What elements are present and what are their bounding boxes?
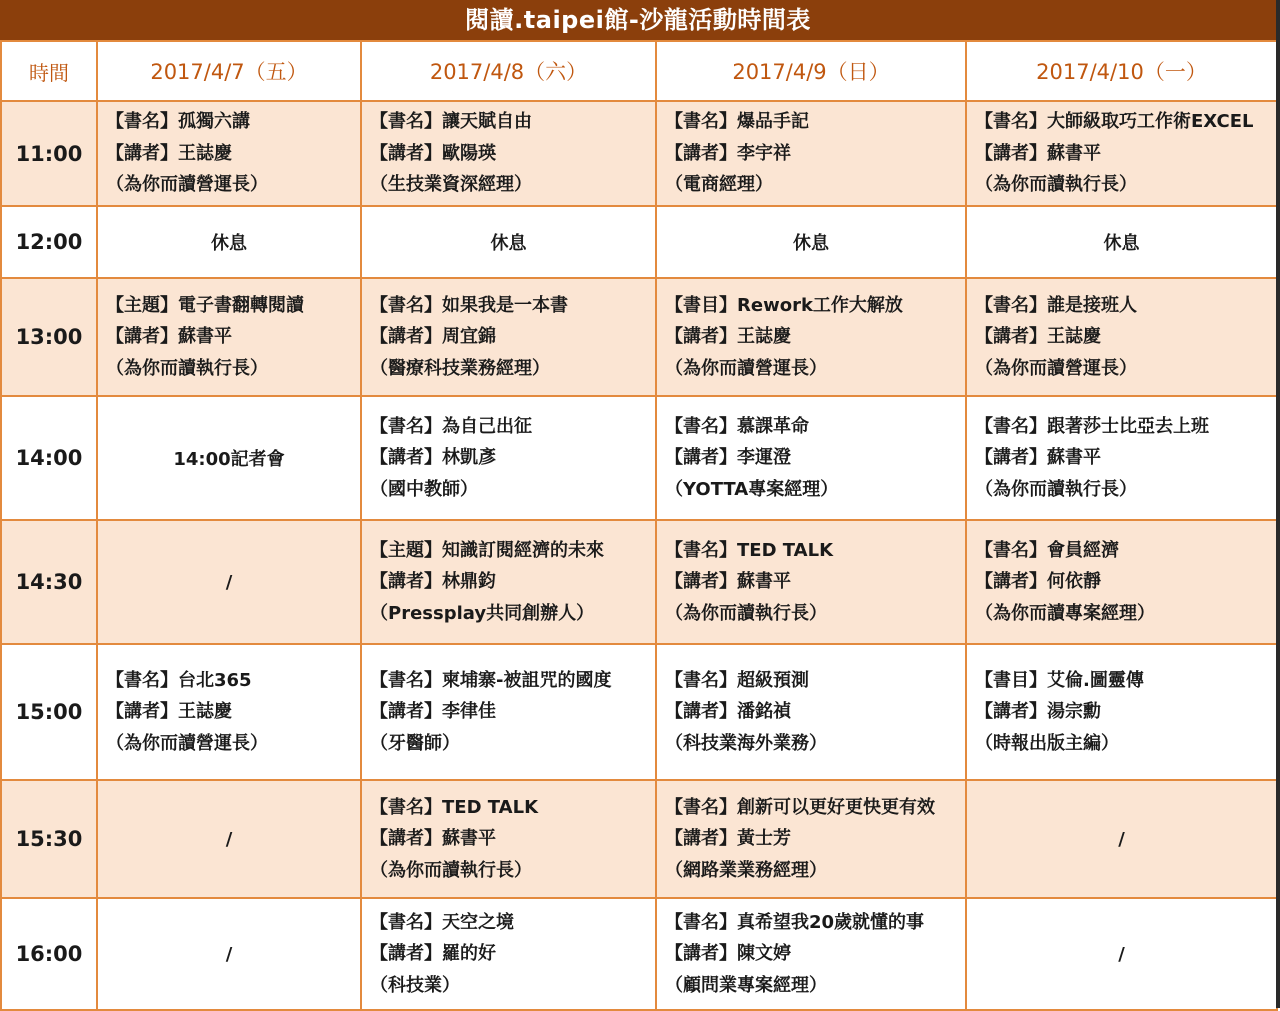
- speaker-role: （為你而讀執行長）: [665, 602, 827, 624]
- speaker-role: （國中教師）: [370, 478, 478, 500]
- session-cell: [656, 780, 966, 898]
- header-row: [1, 41, 1277, 101]
- right-edge-divider: [1276, 0, 1280, 1008]
- session-title: 【書名】為自己出征: [370, 415, 532, 437]
- session-speaker: 【講者】蘇書平: [106, 326, 232, 348]
- day-header-3: 2017/4/9（日）: [656, 41, 966, 101]
- speaker-role: （電商經理）: [665, 174, 773, 196]
- session-title: 【書名】超級預測: [665, 669, 809, 691]
- speaker-role: （顧問業專案經理）: [665, 974, 827, 996]
- session-speaker: 【講者】王誌慶: [106, 701, 232, 723]
- schedule-body: [1, 101, 1277, 1010]
- time-slot: 15:00: [1, 644, 97, 780]
- session-speaker: 【講者】潘銘禎: [665, 701, 791, 723]
- speaker-role: （為你而讀執行長）: [975, 478, 1137, 500]
- speaker-role: （科技業）: [370, 974, 460, 996]
- session-cell: [361, 780, 656, 898]
- session-speaker: 【講者】王誌慶: [975, 326, 1101, 348]
- session-cell: [656, 278, 966, 396]
- session-speaker: 【講者】林凱彥: [370, 447, 496, 469]
- session-speaker: 【講者】羅的好: [370, 943, 496, 965]
- session-speaker: 【講者】李宇祥: [665, 142, 791, 164]
- session-title: 【主題】電子書翻轉閱讀: [106, 294, 304, 316]
- session-cell: [656, 898, 966, 1010]
- session-title: 【書名】如果我是一本書: [370, 294, 568, 316]
- speaker-role: （醫療科技業務經理）: [370, 357, 550, 379]
- slot-note: 休息: [361, 206, 656, 278]
- slot-note: 休息: [966, 206, 1277, 278]
- session-title: 【書名】TED TALK: [370, 796, 539, 818]
- session-title: 【書名】台北365: [106, 669, 252, 691]
- session-title: 【書名】讓天賦自由: [370, 111, 532, 133]
- session-speaker: 【講者】王誌慶: [106, 142, 232, 164]
- page-title: 閱讀.taipei館-沙龍活動時間表: [0, 0, 1276, 40]
- session-speaker: 【講者】湯宗勳: [975, 701, 1101, 723]
- slot-note: /: [97, 780, 361, 898]
- session-speaker: 【講者】王誌慶: [665, 326, 791, 348]
- schedule-row: [1, 206, 1277, 278]
- time-slot: 12:00: [1, 206, 97, 278]
- session-cell: [361, 898, 656, 1010]
- speaker-role: （生技業資深經理）: [370, 174, 532, 196]
- session-speaker: 【講者】林鼎鈞: [370, 571, 496, 593]
- session-title: 【書名】柬埔寨-被詛咒的國度: [370, 669, 612, 691]
- session-cell: [656, 396, 966, 520]
- session-cell: [656, 520, 966, 644]
- session-speaker: 【講者】蘇書平: [975, 142, 1101, 164]
- session-cell: [966, 101, 1277, 206]
- schedule-row: [1, 520, 1277, 644]
- session-speaker: 【講者】周宜錦: [370, 326, 496, 348]
- time-slot: 16:00: [1, 898, 97, 1010]
- speaker-role: （為你而讀營運長）: [106, 174, 268, 196]
- session-cell: [966, 644, 1277, 780]
- session-cell: [361, 101, 656, 206]
- day-header-2: 2017/4/8（六）: [361, 41, 656, 101]
- session-title: 【書名】爆品手記: [665, 111, 809, 133]
- speaker-role: （網路業業務經理）: [665, 859, 827, 881]
- session-title: 【書名】會員經濟: [975, 539, 1119, 561]
- time-slot: 11:00: [1, 101, 97, 206]
- session-cell: [966, 396, 1277, 520]
- schedule-table: [0, 40, 1278, 1011]
- slot-note: /: [97, 520, 361, 644]
- session-cell: [966, 278, 1277, 396]
- speaker-role: （為你而讀營運長）: [106, 732, 268, 754]
- session-speaker: 【講者】蘇書平: [370, 828, 496, 850]
- session-title: 【書目】艾倫.圖靈傳: [975, 669, 1144, 691]
- schedule-row: [1, 644, 1277, 780]
- speaker-role: （為你而讀營運長）: [665, 357, 827, 379]
- speaker-role: （時報出版主編）: [975, 732, 1119, 754]
- time-slot: 14:30: [1, 520, 97, 644]
- session-title: 【書名】誰是接班人: [975, 294, 1137, 316]
- session-title: 【書名】孤獨六講: [106, 111, 250, 133]
- speaker-role: （為你而讀執行長）: [975, 174, 1137, 196]
- slot-note: /: [97, 898, 361, 1010]
- time-column-header: 時間: [1, 41, 97, 101]
- session-cell: [97, 278, 361, 396]
- speaker-role: （Pressplay共同創辦人）: [370, 602, 595, 624]
- session-title: 【主題】知識訂閱經濟的未來: [370, 539, 604, 561]
- schedule-row: [1, 396, 1277, 520]
- session-title: 【書名】TED TALK: [665, 539, 834, 561]
- session-speaker: 【講者】蘇書平: [975, 447, 1101, 469]
- session-speaker: 【講者】蘇書平: [665, 571, 791, 593]
- session-cell: [361, 396, 656, 520]
- session-speaker: 【講者】歐陽瑛: [370, 142, 496, 164]
- session-cell: [361, 278, 656, 396]
- schedule-row: [1, 780, 1277, 898]
- time-slot: 13:00: [1, 278, 97, 396]
- speaker-role: （為你而讀執行長）: [370, 859, 532, 881]
- session-cell: [966, 520, 1277, 644]
- speaker-role: （為你而讀營運長）: [975, 357, 1137, 379]
- session-cell: [97, 101, 361, 206]
- speaker-role: （牙醫師）: [370, 732, 460, 754]
- session-speaker: 【講者】李運澄: [665, 447, 791, 469]
- session-cell: [656, 644, 966, 780]
- session-cell: [361, 520, 656, 644]
- session-speaker: 【講者】李律佳: [370, 701, 496, 723]
- speaker-role: （為你而讀執行長）: [106, 357, 268, 379]
- speaker-role: （YOTTA專案經理）: [665, 478, 839, 500]
- day-header-1: 2017/4/7（五）: [97, 41, 361, 101]
- session-speaker: 【講者】陳文婷: [665, 943, 791, 965]
- session-cell: [97, 644, 361, 780]
- session-speaker: 【講者】黃士芳: [665, 828, 791, 850]
- session-cell: [361, 644, 656, 780]
- slot-note: 休息: [656, 206, 966, 278]
- speaker-role: （為你而讀專案經理）: [975, 602, 1155, 624]
- session-title: 【書名】大師級取巧工作術EXCEL: [975, 111, 1254, 133]
- session-speaker: 【講者】何依靜: [975, 571, 1101, 593]
- day-header-4: 2017/4/10（一）: [966, 41, 1277, 101]
- session-title: 【書名】跟著莎士比亞去上班: [975, 415, 1209, 437]
- slot-note: 14:00記者會: [97, 396, 361, 520]
- session-title: 【書名】真希望我20歲就懂的事: [665, 911, 925, 933]
- schedule-row: [1, 101, 1277, 206]
- session-title: 【書名】創新可以更好更快更有效: [665, 796, 935, 818]
- schedule-row: [1, 898, 1277, 1010]
- session-title: 【書目】Rework工作大解放: [665, 294, 903, 316]
- time-slot: 14:00: [1, 396, 97, 520]
- schedule-row: [1, 278, 1277, 396]
- session-title: 【書名】慕課革命: [665, 415, 809, 437]
- speaker-role: （科技業海外業務）: [665, 732, 827, 754]
- slot-note: /: [966, 780, 1277, 898]
- slot-note: 休息: [97, 206, 361, 278]
- session-cell: [656, 101, 966, 206]
- time-slot: 15:30: [1, 780, 97, 898]
- session-title: 【書名】天空之境: [370, 911, 514, 933]
- slot-note: /: [966, 898, 1277, 1010]
